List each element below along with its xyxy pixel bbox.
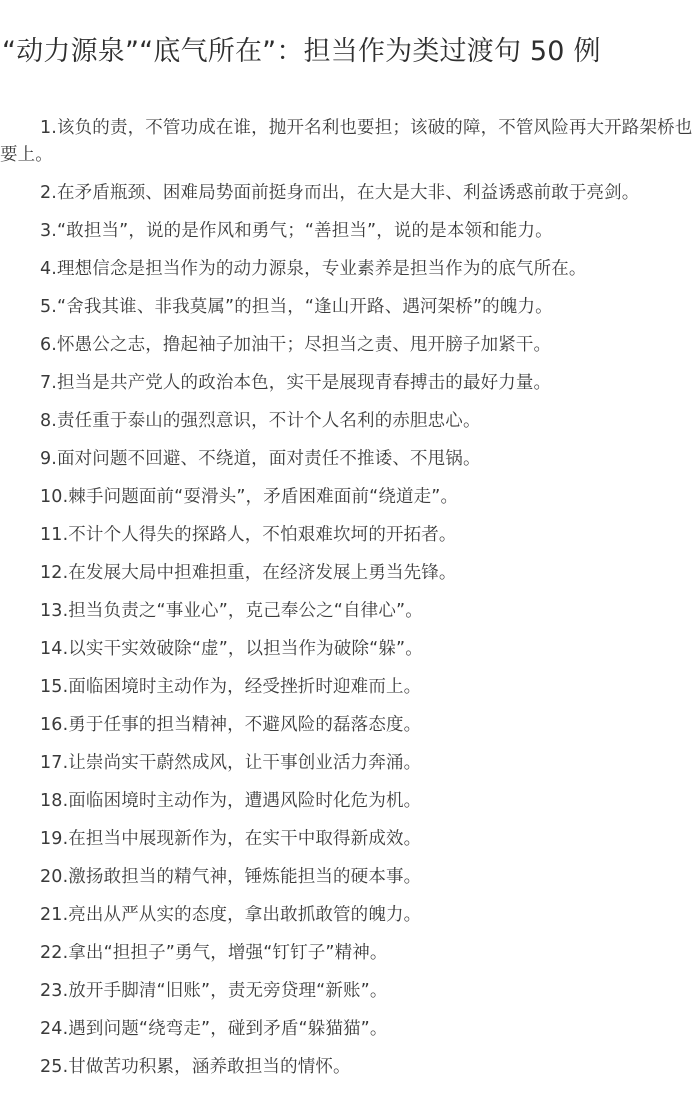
list-item: 25.甘做苦功积累，涵养敢担当的情怀。 xyxy=(40,1057,351,1077)
list-item: 18.面临困境时主动作为，遭遇风险时化危为机。 xyxy=(40,791,422,811)
list-item: 21.亮出从严从实的态度，拿出敢抓敢管的魄力。 xyxy=(40,905,422,925)
list-item: 6.怀愚公之志，撸起袖子加油干；尽担当之责、甩开膀子加紧干。 xyxy=(40,335,552,355)
list-item: 20.激扬敢担当的精气神，锤炼能担当的硬本事。 xyxy=(40,867,422,887)
list-item: 8.责任重于泰山的强烈意识，不计个人名利的赤胆忠心。 xyxy=(40,411,481,431)
list-item: 23.放开手脚清“旧账”，责无旁贷理“新账”。 xyxy=(40,981,388,1001)
list-item: 19.在担当中展现新作为，在实干中取得新成效。 xyxy=(40,829,422,849)
list-item: 1.该负的责，不管功成在谁，抛开名利也要担；该破的障，不管风险再大开路架桥也要上。 xyxy=(0,118,693,165)
list-item: 13.担当负责之“事业心”，克己奉公之“自律心”。 xyxy=(40,601,423,621)
list-item: 3.“敢担当”，说的是作风和勇气；“善担当”，说的是本领和能力。 xyxy=(40,221,553,241)
list-item: 7.担当是共产党人的政治本色，实干是展现青春搏击的最好力量。 xyxy=(40,373,552,393)
list-item: 11.不计个人得失的探路人，不怕艰难坎坷的开拓者。 xyxy=(40,525,457,545)
list-item: 9.面对问题不回避、不绕道，面对责任不推诿、不甩锅。 xyxy=(40,449,481,469)
list-item: 2.在矛盾瓶颈、困难局势面前挺身而出，在大是大非、利益诱惑前敢于亮剑。 xyxy=(40,183,640,203)
list-item: 24.遇到问题“绕弯走”，碰到矛盾“躲猫猫”。 xyxy=(40,1019,388,1039)
sentence-list xyxy=(0,115,693,1092)
list-item: 10.棘手问题面前“耍滑头”，矛盾困难面前“绕道走”。 xyxy=(40,487,459,507)
list-item: 14.以实干实效破除“虚”，以担当作为破除“躲”。 xyxy=(40,639,423,659)
article-title: “动力源泉”“底气所在”：担当作为类过渡句 50 例 xyxy=(2,36,601,67)
list-item: 22.拿出“担担子”勇气，增强“钉钉子”精神。 xyxy=(40,943,388,963)
list-item: 4.理想信念是担当作为的动力源泉，专业素养是担当作为的底气所在。 xyxy=(40,259,587,279)
list-item: 16.勇于任事的担当精神，不避风险的磊落态度。 xyxy=(40,715,422,735)
list-item: 15.面临困境时主动作为，经受挫折时迎难而上。 xyxy=(40,677,422,697)
list-item: 12.在发展大局中担难担重，在经济发展上勇当先锋。 xyxy=(40,563,457,583)
list-item: 17.让崇尚实干蔚然成风，让干事创业活力奔涌。 xyxy=(40,753,422,773)
list-item: 5.“舍我其谁、非我莫属”的担当，“逢山开路、遇河架桥”的魄力。 xyxy=(40,297,553,317)
